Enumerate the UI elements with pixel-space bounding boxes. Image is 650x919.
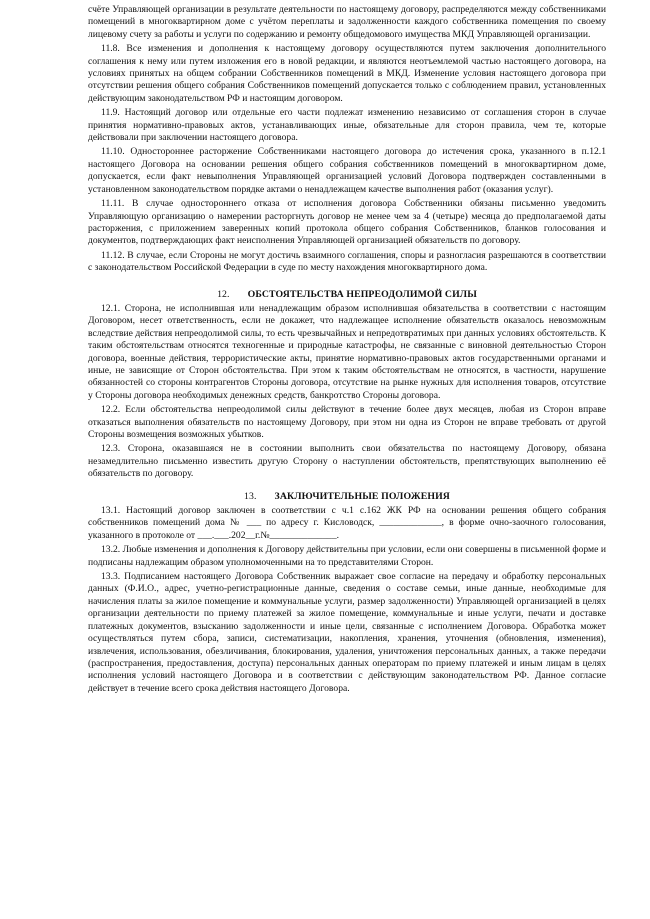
paragraph-13-3: 13.3. Подписанием настоящего Договора Собственник выражает свое согласие на передачу и обработку персональных данных (Ф.И.О., адрес, учетно-регистрационные данные, сведения о составе семьи, иные данные, необходимые для начисления платы за жилое помещение и коммунальные услуги, размер задолженности) Управляющей организацией в целях организации деятельности по приему платежей за жилое помещение, коммунальные и иные услуги, печати и доставке платежных документов, взысканию задолженности и иные цели, связанные с исполнением Договора. Обработка может осуществляться путем сбора, записи, систематизации, накопления, хранения, уточнения (обновления, изменения), извлечения, использования, обезличивания, блокирования, удаления, уничтожения персональных данных, а также передачи (распространения, предоставления, доступа) персональных данных операторам по приему платежей и иным лицам в целях исполнения условий настоящего Договора и в соответствии с действующим законодательством РФ. Данное согласие действует в течение всего срока действия настоящего Договора. (88, 571, 606, 694)
section-12-number: 12. (217, 288, 230, 300)
paragraph-11-11: 11.11. В случае одностороннего отказа от исполнения договора Собственники обязаны письменно уведомить Управляющую организацию о намерении расторгнуть договор не менее чем за 4 (четыре) месяца до предполагаемой даты расторжения, с приложением заверенных копий протокола общего собрания Собственников, бланков голосования и документов, подтверждающих факт неисполнения Управляющей организацией обязательств по договору. (88, 198, 606, 247)
section-13-title: ЗАКЛЮЧИТЕЛЬНЫЕ ПОЛОЖЕНИЯ (274, 490, 450, 502)
paragraph-13-1: 13.1. Настоящий договор заключен в соответствии с ч.1 с.162 ЖК РФ на основании решения общего собрания собственников помещений дома № ___ по адресу г. Кисловодск, _____________, в форме очно-заочного голосования, указанного в протоколе от ___.___.202__г.№______________. (88, 505, 606, 541)
section-12-heading (88, 289, 606, 301)
paragraph-12-2: 12.2. Если обстоятельства непреодолимой силы действуют в течение более двух месяцев, любая из Сторон вправе отказаться выполнения обязательств по настоящему Договору, при этом ни одна из Сторон не вправе требовать от другой Стороны возмещения возможных убытков. (88, 404, 606, 440)
section-13-heading (88, 491, 606, 503)
paragraph-11-12: 11.12. В случае, если Стороны не могут достичь взаимного соглашения, споры и разногласия разрешаются в соответствии с законодательством Российской Федерации в суде по месту нахождения многоквартирного дома. (88, 249, 606, 274)
paragraph-12-3: 12.3. Сторона, оказавшаяся не в состоянии выполнить свои обязательства по настоящему Договору, обязана незамедлительно письменно известить другую Сторону о наступлении обстоятельств, препятствующих выполнению её обязательств по договору. (88, 443, 606, 480)
paragraph-12-1: 12.1. Сторона, не исполнившая или ненадлежащим образом исполнившая обязательства в соответствии с настоящим Договором, несет ответственность, если не докажет, что надлежащее исполнение обязательств оказалось невозможным вследствие действия непреодолимой силы, то есть чрезвычайных и непредотвратимых при данных условиях обстоятельств. К таким обстоятельствам относятся техногенные и природные катастрофы, не связанные с виновной деятельностью Сторон договора, военные действия, террористические акты, принятие нормативно-правовых актов государственными органами и иные, не зависящие от Сторон обстоятельства. При этом к таким обстоятельствам не относятся, в частности, нарушение обязанностей со стороны контрагентов Стороны договора, отсутствие на рынке нужных для исполнения товаров, отсутствие у Стороны договора необходимых денежных средств, банкротство Стороны договора. (88, 302, 606, 401)
section-13-number: 13. (244, 490, 257, 502)
paragraph-11-10: 11.10. Одностороннее расторжение Собственниками настоящего договора до истечения срока, указанного в п.12.1 настоящего Договора на основании решения общего собрания собственников помещений в многоквартирном доме, допускается, если факт невыполнения Управляющей организацией условий Договора подтвержден составленными в установленном законодательством порядке актами о ненадлежащем качестве выполнения работ (оказания услуг). (88, 146, 606, 195)
paragraph-11-7-continuation: счёте Управляющей организации в результате деятельности по настоящему договору, распределяются между собственниками помещений в многоквартирном доме с учётом переплаты и задолженности каждого собственника помещения по своему лицевому счету за работы и услуги по содержанию и ремонту общедомового имущества МКД Управляющей организации. (88, 4, 606, 40)
paragraph-11-8: 11.8. Все изменения и дополнения к настоящему договору осуществляются путем заключения дополнительного соглашения к нему или путем изложения его в новой редакции, и являются неотъемлемой частью настоящего договора, на условиях принятых на общем собрании Собственников помещений в МКД. Изменение условия настоящего договора при отсутствии решения общего собрания Собственников помещений допускается только с соблюдением правил, установленных действующим законодательством РФ и настоящим договором. (88, 43, 606, 104)
section-12-title: ОБСТОЯТЕЛЬСТВА НЕПРЕОДОЛИМОЙ СИЛЫ (247, 288, 477, 300)
paragraph-11-9: 11.9. Настоящий договор или отдельные его части подлежат изменению независимо от соглашения сторон в случае принятия нормативно-правовых актов, устанавливающих иные, обязательные для сторон правила, чем те, которые действовали при заключении настоящего договора. (88, 107, 606, 144)
paragraph-13-2: 13.2. Любые изменения и дополнения к Договору действительны при условии, если они совершены в письменной форме и подписаны надлежащим образом уполномоченными на то представителями Сторон. (88, 544, 606, 568)
